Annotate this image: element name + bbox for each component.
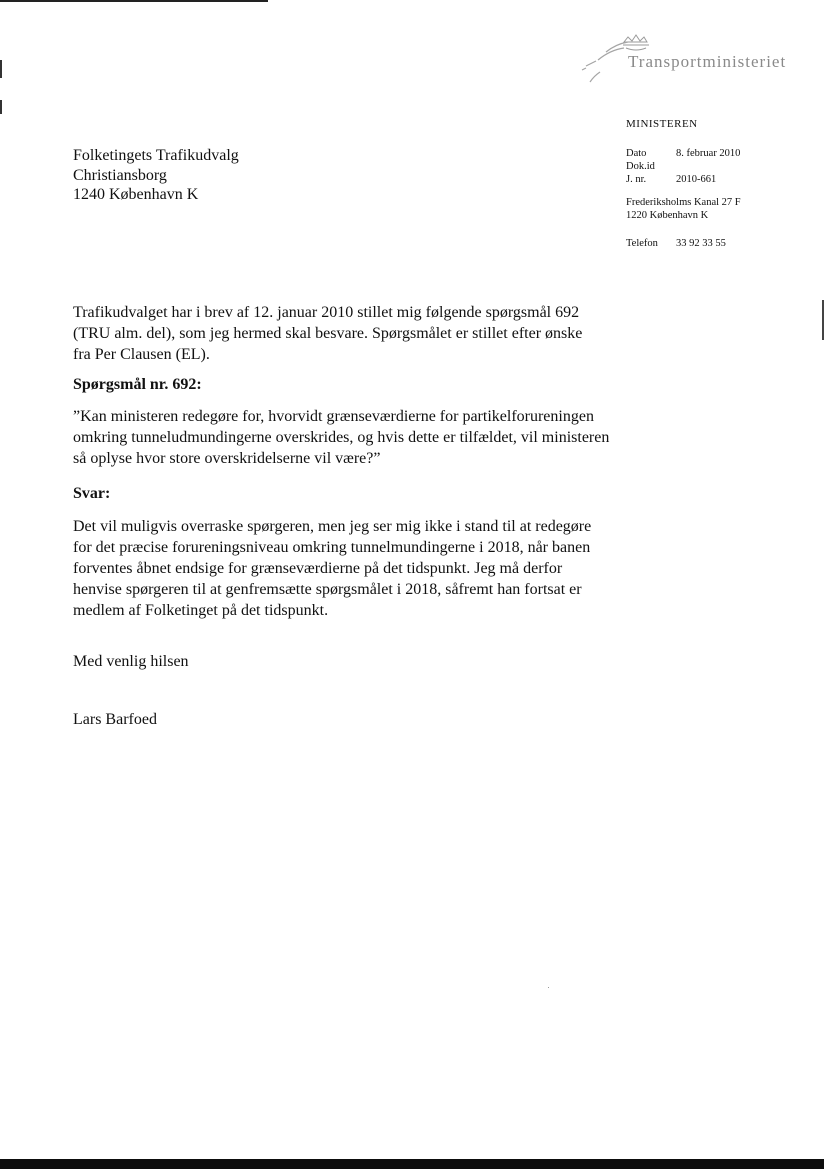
phone-label: Telefon xyxy=(626,238,658,249)
recipient-city: 1240 København K xyxy=(73,186,199,203)
sender-title: MINISTEREN xyxy=(626,118,698,130)
closing-greeting: Med venlig hilsen xyxy=(73,653,189,670)
meta-value: 8. februar 2010 xyxy=(676,148,741,159)
meta-key: J. nr. xyxy=(626,174,647,185)
letter-body xyxy=(73,302,610,619)
meta-value xyxy=(676,160,740,173)
meta-row-date xyxy=(626,147,740,160)
meta-key: Dato xyxy=(626,148,647,159)
address-city: 1220 København K xyxy=(626,210,709,221)
ministry-logo xyxy=(568,30,798,100)
scan-edge-bottom xyxy=(0,1159,824,1169)
question-heading: Spørgsmål nr. 692: xyxy=(73,376,202,393)
phone-value: 33 92 33 55 xyxy=(676,238,726,249)
meta-row-jnr xyxy=(626,173,740,186)
sender-address xyxy=(626,196,741,222)
signature-name: Lars Barfoed xyxy=(73,711,157,728)
question-text: ”Kan ministeren redegøre for, hvorvidt grænseværdierne for partikelforureningen omkring tunneludmundingerne overskrides, og hvis dette er tilfældet, vil ministeren så oplyse hvor store overskridelserne vil være?” xyxy=(73,408,610,467)
recipient-building: Christiansborg xyxy=(73,166,167,184)
sender-phone xyxy=(626,237,726,250)
scan-edge-mark xyxy=(0,60,2,78)
scan-edge-top xyxy=(0,0,268,2)
intro-paragraph: Trafikudvalget har i brev af 12. januar 2010 stillet mig følgende spørgsmål 692 (TRU alm. del), som jeg hermed skal besvare. Spørgsmålet er stillet efter ønske fra Per Clausen (EL). xyxy=(73,304,583,363)
meta-row-docid xyxy=(626,160,740,173)
scan-edge-mark xyxy=(0,100,2,114)
recipient-name: Folketingets Trafikudvalg xyxy=(73,147,239,164)
answer-text: Det vil muligvis overraske spørgeren, men jeg ser mig ikke i stand til at redegøre for det præcise forureningsniveau omkring tunnelmundingerne i 2018, når banen forventes åbnet endsige for grænseværdierne på det tidspunkt. Jeg må derfor henvise spørgeren til at genfremsætte spørgsmålet i 2018, såfremt han fortsat er medlem af Folketinget på det tidspunkt. xyxy=(73,518,592,619)
answer-heading: Svar: xyxy=(73,485,111,502)
meta-key: Dok.id xyxy=(626,161,655,172)
recipient-address xyxy=(73,146,239,205)
address-street: Frederiksholms Kanal 27 F xyxy=(626,197,741,208)
document-meta xyxy=(626,147,740,186)
scan-speck xyxy=(548,987,549,988)
meta-value: 2010-661 xyxy=(676,174,717,185)
ministry-name: Transportministeriet xyxy=(628,52,787,71)
